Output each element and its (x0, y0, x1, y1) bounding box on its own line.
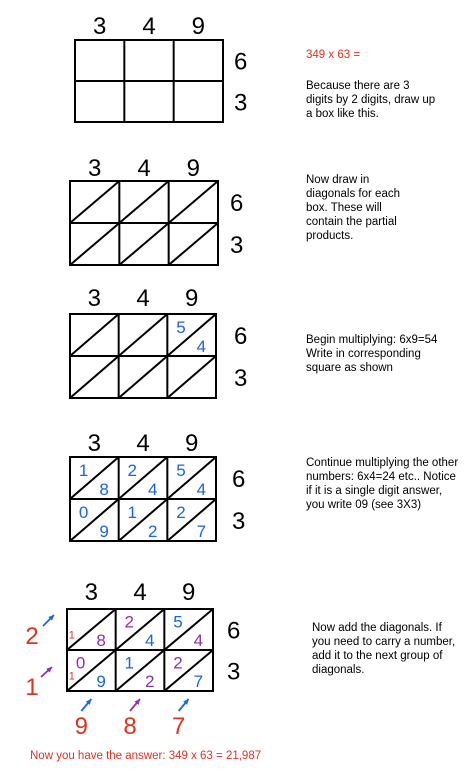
step5-top-digit: 4 (133, 579, 147, 606)
bottom-result-arrow (179, 699, 189, 711)
step4-cell-diagonal (167, 457, 216, 499)
step5-note (312, 621, 455, 677)
step2-top-digit: 3 (87, 155, 102, 182)
left-result-arrow (43, 615, 54, 626)
step5-carry-digit: 1 (68, 670, 75, 683)
step5-line: you need to carry a number, (312, 636, 456, 648)
step4-cell-tens-digit: 2 (127, 460, 138, 480)
step3-top-digit: 9 (184, 285, 199, 312)
step2-line: contain the partial (306, 216, 397, 228)
step2-top-digit: 4 (137, 155, 151, 182)
step2-line: Now draw in (306, 174, 370, 186)
step2-cell-diagonal (169, 223, 218, 265)
step4-cell-tens-digit: 1 (127, 502, 138, 522)
step1-top-digit: 9 (191, 13, 206, 40)
step4-cell-ones-digit: 9 (99, 521, 109, 541)
step2-note (306, 173, 400, 243)
step3-top-digit: 4 (136, 285, 150, 312)
answer-text: Now you have the answer: 349 x 63 = 21,987 (30, 750, 262, 762)
step5-line: diagonals. (312, 664, 365, 676)
step4-note (306, 456, 458, 512)
step3-line: Begin multiplying: 6x9=54 (306, 334, 438, 346)
step4-cell-ones-digit: 7 (196, 521, 207, 541)
step3-cell-diagonal (70, 356, 119, 398)
bottom-result-digit: 8 (123, 713, 137, 740)
step4-cell-diagonal (70, 499, 119, 541)
left-result-digit: 1 (25, 674, 39, 701)
step4-cell-tens-digit: 2 (176, 502, 186, 522)
step3-line: Write in corresponding (306, 348, 421, 360)
step2-side-digit: 3 (230, 232, 244, 259)
step1-top-digit: 4 (142, 13, 156, 40)
step5-cell-diagonal (164, 650, 213, 691)
step2-side-digit: 6 (230, 190, 244, 217)
step5-cell-diagonal (164, 609, 213, 650)
step3-note (306, 333, 437, 375)
step3-cell-ones-digit: 4 (196, 336, 207, 356)
step4-cell-ones-digit: 4 (196, 479, 207, 499)
left-result-arrow (41, 667, 52, 677)
step5-side-digit: 3 (227, 658, 241, 686)
step4-cell-ones-digit: 2 (147, 521, 158, 541)
step4-top-digit: 9 (184, 430, 199, 457)
step2-cell-diagonal (119, 181, 168, 223)
step1-side-digit: 3 (234, 89, 248, 117)
step2-line: diagonals for each (306, 188, 400, 200)
step5-cell-ones-digit: 8 (96, 630, 106, 650)
step2-cell-diagonal (119, 223, 168, 265)
step3-cell-tens-digit: 5 (176, 317, 186, 337)
step1-line: digits by 2 digits, draw up (306, 94, 436, 106)
step5-top-digit: 3 (84, 579, 99, 606)
step3-cell-diagonal (119, 314, 168, 356)
step5-line: Now add the diagonals. If (312, 622, 442, 634)
step3-side-digit: 3 (234, 365, 248, 392)
bottom-result-arrow (130, 699, 140, 711)
step5-cell-tens-digit: 2 (173, 653, 183, 673)
step4-line: numbers: 6x4=24 etc.. Notice (306, 471, 456, 483)
step5-cell-tens-digit: 2 (124, 612, 135, 632)
problem-text: 349 x 63 = (306, 49, 361, 61)
step3-line: square as shown (306, 362, 393, 374)
step5-cell-ones-digit: 4 (144, 630, 155, 650)
step3-side-digit: 6 (234, 323, 248, 350)
step4-top-digit: 4 (136, 430, 150, 457)
step5-cell-ones-digit: 2 (144, 671, 155, 691)
step2-top-digit: 9 (186, 155, 201, 182)
left-result-digit: 2 (25, 623, 39, 650)
step4-cell-ones-digit: 4 (147, 479, 158, 499)
step4-cell-tens-digit: 1 (78, 460, 89, 480)
step3-cell-diagonal (167, 356, 216, 398)
step5-cell-diagonal (116, 609, 165, 650)
step2-line: products. (306, 230, 354, 242)
step4-cell-ones-digit: 8 (99, 479, 109, 499)
step2-cell-diagonal (70, 181, 119, 223)
bottom-result-arrow (81, 699, 91, 711)
step5-cell-ones-digit: 4 (193, 630, 204, 650)
step3-cell-diagonal (70, 314, 119, 356)
step4-line: if it is a single digit answer, (306, 485, 443, 497)
step1-top-digit: 3 (92, 13, 107, 40)
step5-cell-ones-digit: 9 (96, 671, 106, 691)
step2-cell-diagonal (70, 223, 119, 265)
step1-side-digit: 6 (234, 48, 248, 76)
step5-line: add it to the next group of (312, 650, 443, 662)
step5-top-digit: 9 (181, 579, 196, 606)
step4-top-digit: 3 (87, 430, 102, 457)
step4-line: Continue multiplying the other (306, 457, 459, 469)
step5-carry-digit: 1 (68, 629, 75, 642)
step1-note (306, 79, 435, 121)
step5-cell-diagonal (116, 650, 165, 691)
step2-line: box. These will (306, 202, 382, 214)
step2-cell-diagonal (169, 181, 218, 223)
step4-cell-diagonal (70, 457, 119, 499)
step5-cell-tens-digit: 1 (124, 653, 135, 673)
step4-cell-tens-digit: 0 (78, 502, 89, 522)
step5-cell-ones-digit: 7 (193, 671, 204, 691)
step4-side-digit: 3 (232, 508, 246, 535)
step5-cell-tens-digit: 5 (173, 612, 183, 632)
step5-side-digit: 6 (227, 617, 241, 645)
step3-cell-diagonal (167, 314, 216, 356)
step1-line: a box like this. (306, 108, 379, 120)
step4-line: you write 09 (see 3X3) (306, 499, 422, 511)
step4-cell-tens-digit: 5 (176, 460, 186, 480)
step3-cell-diagonal (119, 356, 168, 398)
bottom-result-digit: 7 (171, 713, 186, 740)
step4-cell-diagonal (119, 457, 168, 499)
step4-cell-diagonal (119, 499, 168, 541)
step1-line: Because there are 3 (306, 80, 410, 92)
step3-top-digit: 3 (87, 285, 102, 312)
step5-cell-tens-digit: 0 (75, 653, 86, 673)
step4-side-digit: 6 (232, 466, 246, 493)
bottom-result-digit: 9 (74, 713, 89, 740)
step4-cell-diagonal (167, 499, 216, 541)
